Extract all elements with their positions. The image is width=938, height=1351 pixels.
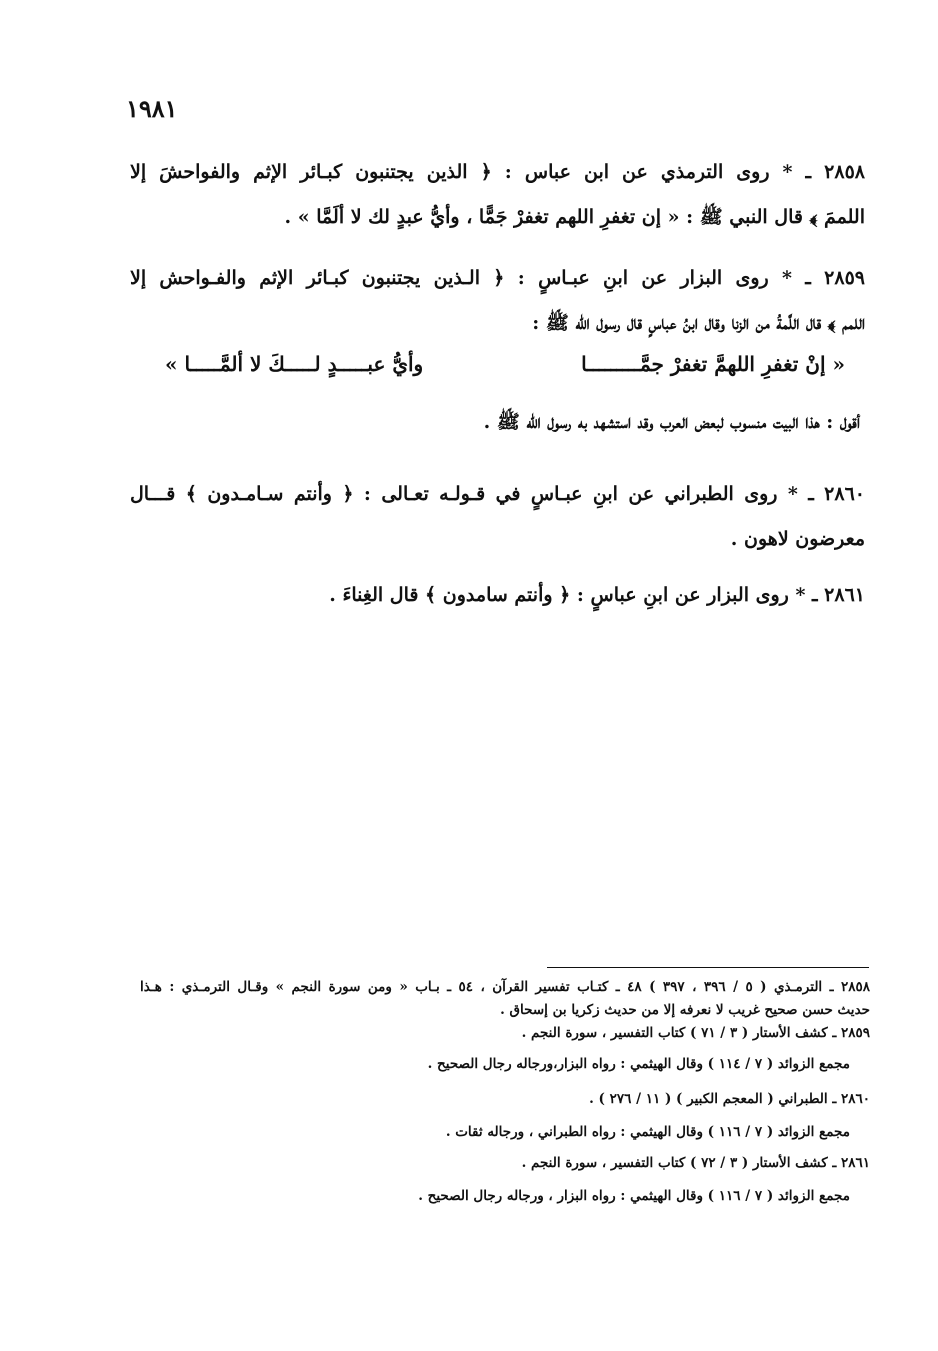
footnote-line: مجمع الزوائد ( ٧ / ١١٦ ) وقال الهيثمي : رواه البزار ، ورجاله رجال الصحيح . [418,1188,850,1204]
hadith-2859 [130,256,865,346]
hadith-2858 [130,150,865,240]
hadith-line: ٢٨٥٨ ـ * روى الترمذي عن ابن عباس : ﴿ الذين يجتنبون كبـائر الإثم والفواحشَ إلا [130,161,865,183]
footnote-line: مجمع الزوائد ( ٧ / ١١٤ ) وقال الهيثمي : رواه البزار،ورجاله رجال الصحيح . [427,1056,850,1072]
hadith-line: اللمم ﴾ قال اللَّمةُ من الزنا وقال ابنُ عباسٍ قال رسول الله ﷺ : [532,312,865,334]
hadith-line: ٢٨٥٩ ـ * روى البزار عن ابنِ عبـاسٍ : ﴿ الـذين يجتنبون كبـائر الإثم والفـواحش إلا [130,267,865,289]
page-number: ١٩٨١ [126,94,178,123]
footnote-line: ٢٨٥٩ ـ كشف الأستار ( ٣ / ٧١ ) كتاب التفسير ، سورة النجم . [521,1025,870,1041]
footnote-line: ٢٨٦٠ ـ الطبراني ( المعجم الكبير ) ( ١١ / ٢٧٦ ) . [589,1091,870,1107]
hadith-line: معرضون لاهون . [730,528,865,550]
footnote-line: مجمع الزوائد ( ٧ / ١١٦ ) وقال الهيثمي : رواه الطبراني ، ورجاله ثقات . [445,1124,850,1140]
author-note: أقول : هذا البيت منسوب لبعض العرب وقد استشهد به رسول الله ﷺ . [483,411,860,433]
hadith-line: ٢٨٦٠ ـ * روى الطبراني عن ابنِ عبـاسٍ في قـولـه تعـالى : ﴿ وأنتم سـامـدون ﴾ قـــال [130,483,865,505]
footnote-line: ٢٨٦١ ـ كشف الأستار ( ٣ / ٧٢ ) كتاب التفسير ، سورة النجم . [521,1155,870,1171]
poem-verse [165,352,845,376]
footnote-line: حديث حسن صحيح غريب لا نعرفه إلا من حديث زكريا بن إسحاق . [500,1002,870,1018]
poem-hemistich-2: وأيُّ عبـــــدٍ لـــــكَ لا ألمَّـــــا » [165,352,424,376]
footnote-separator [547,967,869,968]
poem-hemistich-1: « إنْ تغفرِ اللهمَّ تغفرْ جمَّـــــــــا [581,352,845,376]
hadith-line: ٢٨٦١ ـ * روى البزار عن ابنِ عباسٍ : ﴿ وأنتم سامدون ﴾ قال الغِناءَ . [329,584,865,606]
hadith-2861 [130,573,865,618]
hadith-2860 [130,472,865,562]
hadith-line: اللممَ ﴾ قال النبي ﷺ : « إن تغفرِ اللهم تغفرْ جَمًّا ، وأيُّ عبدٍ لك لا ألَمَّا » . [284,206,865,228]
footnote-line: ٢٨٥٨ ـ الترمـذي ( ٥ / ٣٩٦ ، ٣٩٧ ) ٤٨ ـ كتـاب تفسير القرآن ، ٥٤ ـ بـاب « ومن سورة النجم » وقـال الترمـذي : هـذا [140,979,870,995]
footnotes [140,976,870,1208]
